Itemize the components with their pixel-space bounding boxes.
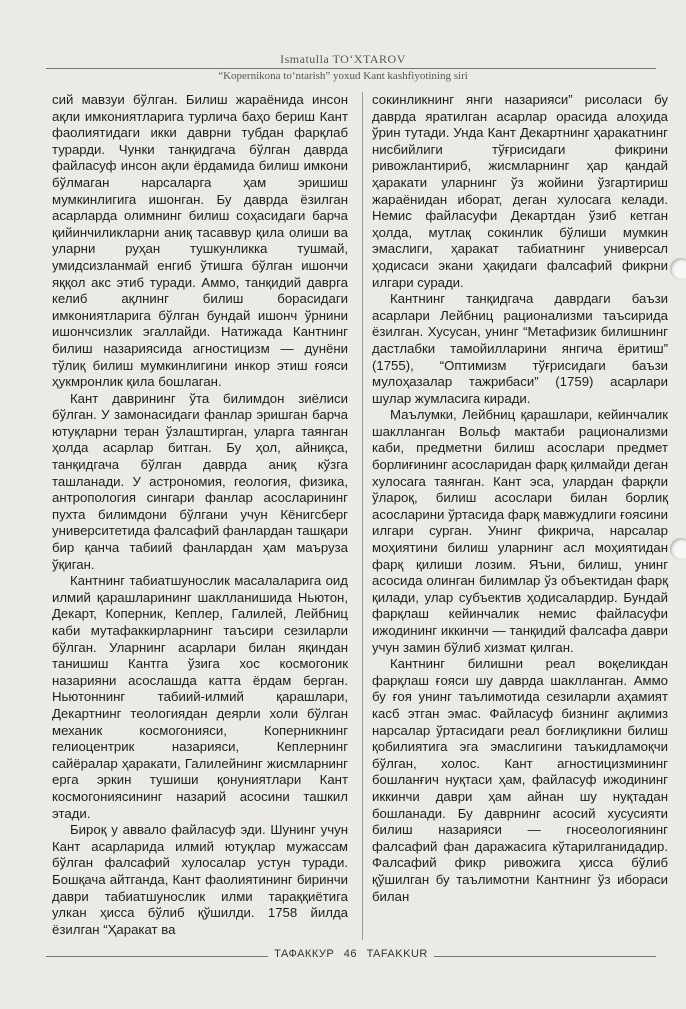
binder-hole	[670, 538, 686, 560]
footer-magazine-latin: TAFAKKUR	[366, 948, 428, 960]
paragraph: Кантнинг табиатшунослик масалаларига оид илмий қарашларининг шаклланишида Ньютон, Декарт, Коперник, Кеплер, Галилей, Лейбниц каби мутафаккирларнинг таъсири сезиларли бўлган. Уларнинг асарлари билан яқиндан танишиш Кантга ўзига хос космогоник назарияни асослашда катта ёрдам берган. Ньютоннинг табиий-илмий қарашлари, Декартнинг теологиядан деярли холи бўлган механик космогонияси, Коперникнинг гелиоцентрик назарияси, Кеплернинг сайёралар ҳаракати, Галилейнинг жисмларнинг ерга эркин тушиши қонуниятлари Кант космогониясининг назарий асосини ташкил этади.	[52, 573, 348, 821]
page-number: 46	[343, 948, 358, 960]
column-divider	[362, 92, 363, 940]
page-footer	[46, 948, 656, 964]
paragraph: Бироқ у аввало файласуф эди. Шунинг учун Кант асарларида илмий ютуқлар мужассам бўлган фалсафий хулосалар устун туради. Бошқача айтганда, Кант фаолиятининг биринчи даври табиатшунослик илми тараққиётига улкан ҳисса бўлиб қўшилди. 1758 йилда ёзилган “Ҳаракат ва	[52, 822, 348, 937]
paragraph: Кантнинг билишни реал воқеликдан фарқлаш ғояси шу даврда шаклланган. Аммо бу ғоя унинг таълимотида сезиларли аҳамият касб этган эмас. Файласуф бизнинг ақлимиз нарсалар ўртасидаги реал боғлиқликни билиш қобилиятига эга эмаслигини таъкидламоқчи бўлган, холос. Кант агностицизмининг бошланғич нуқтаси ҳам, файласуф ижодининг иккинчи даври ҳам айнан шу нуқтадан бошланади. Бу даврнинг асосий хусусияти билиш назарияси — гносеологиянинг фалсафий фан даражасига кўтарилганидадир. Фалсафий фикр ривожига ҳисса бўлиб қўшилган бу таълимотни Кантнинг ўз ибораси билан	[372, 656, 668, 904]
running-header-author: Ismatulla TO‘XTAROV	[280, 52, 406, 66]
binder-hole	[670, 258, 686, 280]
paragraph: сий мавзуи бўлган. Билиш жараёнида инсон ақли имкониятларига турлича баҳо бериш Кант фаолиятидаги икки даврни тубдан фарқлаб турарди. Чунки танқидгача бўлган даврда файласуф инсон ақли ёрдамида билиш имкони бўлмаган нарсаларга ҳам эришиш мумкинлигига ишонган. Бу даврда ёзилган асарларда олимнинг билиш соҳасидаги барча қийинчиликларни аниқ тасаввур қила олиши ва уларни руҳан тушкунликка тушмай, умидсизланмай енгиб ўтишга бўлган ишончи яққол акс этиб туради. Аммо, танқидий даврга келиб ақлнинг билиш борасидаги имкониятларига бўлган бундай ишонч ўрнини ишончсизлик эгаллайди. Натижада Кантнинг билиш назариясида агностицизм — дунёни тўлиқ билиш мумкинлигини инкор этиш ғояси ҳукмронлик қила бошлаган.	[52, 92, 348, 390]
footer-text	[46, 948, 656, 960]
paragraph: Маълумки, Лейбниц қарашлари, кейинчалик шаклланган Вольф мактаби рационализми каби, предметни билиш асослари предмет борлиғининг асосларидан фарқ қилмайди деган хулосага таянган. Кант эса, улардан фарқли ўлароқ, билиш асослари билан борлиқ асосларини ўртасида фарқ мавжудлиги ғоясини илгари сурган. Унинг фикрича, нарсалар моҳиятини билиш уларнинг асл моҳиятидан фарқ қилиши лозим. Яъни, билиш, унинг асосида олинган билимлар ўз объектидан фарқ қилади, улар субъектив ҳодисалардир. Бундай фарқлаш кейинчалик немис файласуфи ижодининг иккинчи — танқидий фалсафа даври учун замин бўлиб хизмат қилган.	[372, 407, 668, 655]
left-column	[52, 92, 348, 938]
paragraph: Кант даврининг ўта билимдон зиёлиси бўлган. У замонасидаги фанлар эришган барча ютуқларни теран ўзлаштирган, уларга таянган ҳолда асарлар битган. Бу ҳол, айниқса, танқидгача бўлган даврда аниқ кўзга ташланади. У астрономия, геология, физика, антропология сингари фанлар асосларининг пухта билимдони бўлгани учун Кёнигсберг университетида фалсафий фанлардан ташқари бир қанча табиий фанлардан ҳам маъруза ўқиган.	[52, 390, 348, 572]
paragraph: Кантнинг танқидгача даврдаги баъзи асарлари Лейбниц рационализми таъсирида ёзилган. Хусусан, унинг “Метафизик билишнинг дастлабки тамойилларини янгича ёритиш” (1755), “Оптимизм тўғрисидаги баъзи мулоҳазалар тажрибаси” (1759) асарлари шулар жумласига киради.	[372, 291, 668, 406]
footer-rule-right	[434, 956, 656, 957]
right-column	[372, 92, 668, 905]
header-rule	[46, 68, 656, 69]
footer-magazine-cyrillic: ТАФАККУР	[274, 948, 335, 960]
running-header-subtitle: “Kopernikona to‘ntarish” yoxud Kant kashfiyotining siri	[218, 70, 468, 82]
paragraph: сокинликнинг янги назарияси” рисоласи бу даврда яратилган асарлар орасида алоҳида ўрин тутади. Унда Кант Декартнинг ҳаракатнинг нисбийлиги тўғрисидаги фикрини ривожлантириб, жисмларнинг ҳар қандай ҳаракати уларнинг ўз жойини ўзгартириш жараёнидан иборат, деган хулосага келади. Немис файласуфи Декартдан ўзиб кетган ҳолда, мутлақ сокинлик бўлиши мумкин эмаслиги, ҳаракат табиатнинг универсал ҳодисаси экани ҳақидаги фалсафий фикрни илгари суради.	[372, 92, 668, 290]
